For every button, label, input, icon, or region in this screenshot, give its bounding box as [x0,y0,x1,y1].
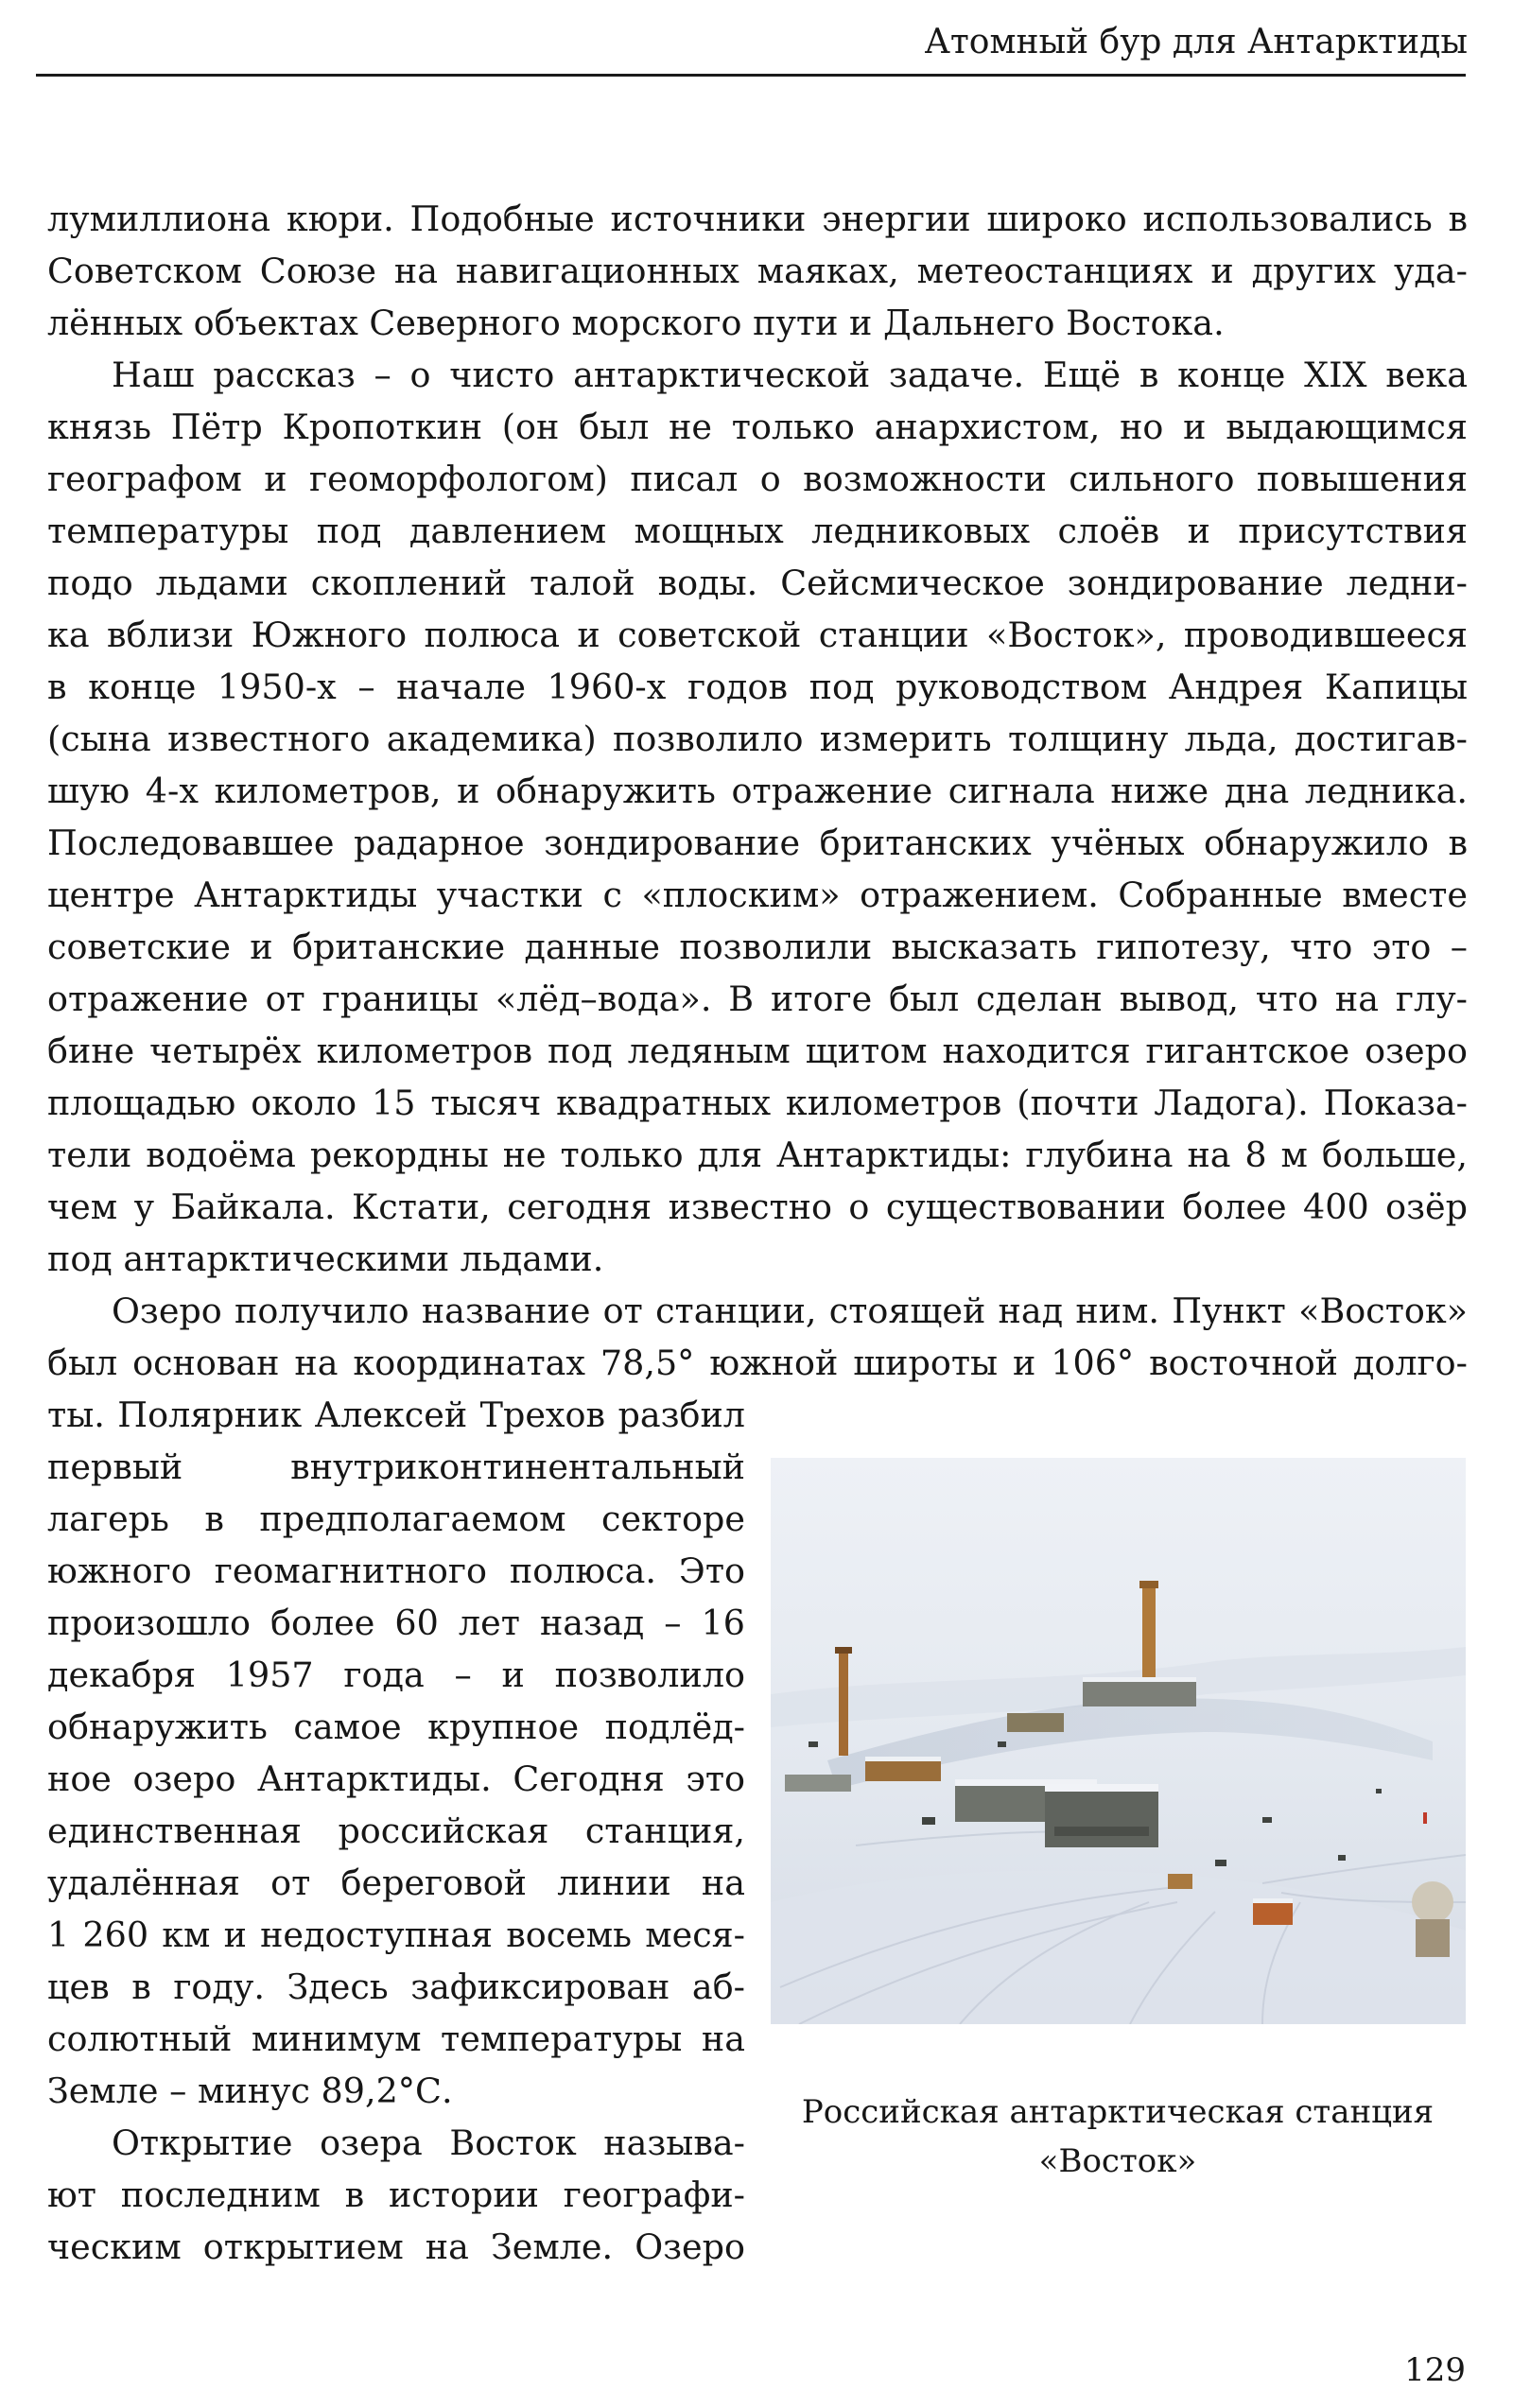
text-line: температуры под давлением мощных ледниковых слоёв и присутствия [47,511,1468,551]
text-line: цев в году. Здесь зафиксирован аб- [47,1966,745,2007]
text-line: единственная российская станция, [47,1810,745,1851]
text-line: Озеро получило название от станции, стоящей над ним. Пункт «Восток» [112,1291,1468,1331]
text-line: лённых объектах Северного морского пути и Дальнего Востока. [47,303,1225,343]
text-line: бине четырёх километров под ледяным щитом находится гигантское озеро [47,1031,1468,1071]
text-line: первый внутриконтинентальный [47,1447,745,1487]
text-line: подо льдами скоплений талой воды. Сейсмическое зондирование ледни- [47,563,1468,603]
text-line: лумиллиона кюри. Подобные источники энергии широко использовались в [47,199,1468,239]
text-line: ют последним в истории географи- [47,2174,745,2215]
text-line: под антарктическими льдами. [47,1239,604,1279]
text-line: Советском Союзе на навигационных маяках, метеостанциях и других уда- [47,251,1468,291]
text-line: декабря 1957 года – и позволило [47,1654,745,1695]
header-rule [36,74,1466,77]
text-line: (сына известного академика) позволило измерить толщину льда, достигав- [47,719,1468,759]
text-line: Земле – минус 89,2°С. [47,2070,453,2111]
text-line: Наш рассказ – о чисто антарктической задаче. Ещё в конце XIX века [112,355,1468,395]
text-line: ное озеро Антарктиды. Сегодня это [47,1758,745,1799]
text-line: географом и геоморфологом) писал о возможности сильного повышения [47,459,1468,499]
text-line: обнаружить самое крупное подлёд- [47,1706,745,1747]
text-line: лагерь в предполагаемом секторе [47,1499,745,1539]
text-line: отражение от границы «лёд–вода». В итоге был сделан вывод, что на глу- [47,979,1468,1019]
full-width-text [47,193,1468,1389]
text-line: удалённая от береговой линии на [47,1862,745,1903]
running-title: Атомный бур для Антарктиды [924,23,1468,61]
text-line: южного геомагнитного полюса. Это [47,1550,745,1591]
text-line: Открытие озера Восток называ- [112,2122,745,2163]
text-line: князь Пётр Кропоткин (он был не только анархистом, но и выдающимся [47,407,1468,447]
caption-line: Российская антарктическая станция [801,2093,1435,2131]
text-line: в конце 1950-х – начале 1960-х годов под руководством Андрея Капицы [47,667,1468,707]
text-line: ты. Полярник Алексей Трехов разбил [47,1395,745,1435]
text-line: центре Антарктиды участки с «плоским» отражением. Собранные вместе [47,875,1468,915]
text-line: произошло более 60 лет назад – 16 [47,1602,745,1643]
text-line: солютный минимум температуры на [47,2018,745,2059]
figure-caption [768,2088,1468,2186]
text-line: тели водоёма рекордны не только для Антарктиды: глубина на 8 м больше, [47,1135,1468,1175]
text-line: шую 4-х километров, и обнаружить отражение сигнала ниже дна ледника. [47,771,1468,811]
text-line: Последовавшее радарное зондирование британских учёных обнаружило в [47,823,1468,863]
text-line: площадью около 15 тысяч квадратных километров (почти Ладога). Показа- [47,1083,1468,1123]
caption-line: «Восток» [1038,2142,1197,2180]
text-line: советские и британские данные позволили высказать гипотезу, что это – [47,927,1468,967]
text-line: ческим открытием на Земле. Озеро [47,2226,745,2267]
text-line: был основан на координатах 78,5° южной широты и 106° восточной долго- [47,1343,1468,1383]
station-photo [771,1458,1466,2024]
page-number: 129 [1404,2351,1466,2389]
wrapped-text-column [47,1389,745,2273]
text-line: 1 260 км и недоступная восемь меся- [47,1914,745,1955]
text-line: чем у Байкала. Кстати, сегодня известно о существовании более 400 озёр [47,1187,1468,1227]
text-line: ка вблизи Южного полюса и советской станции «Восток», проводившееся [47,615,1468,655]
